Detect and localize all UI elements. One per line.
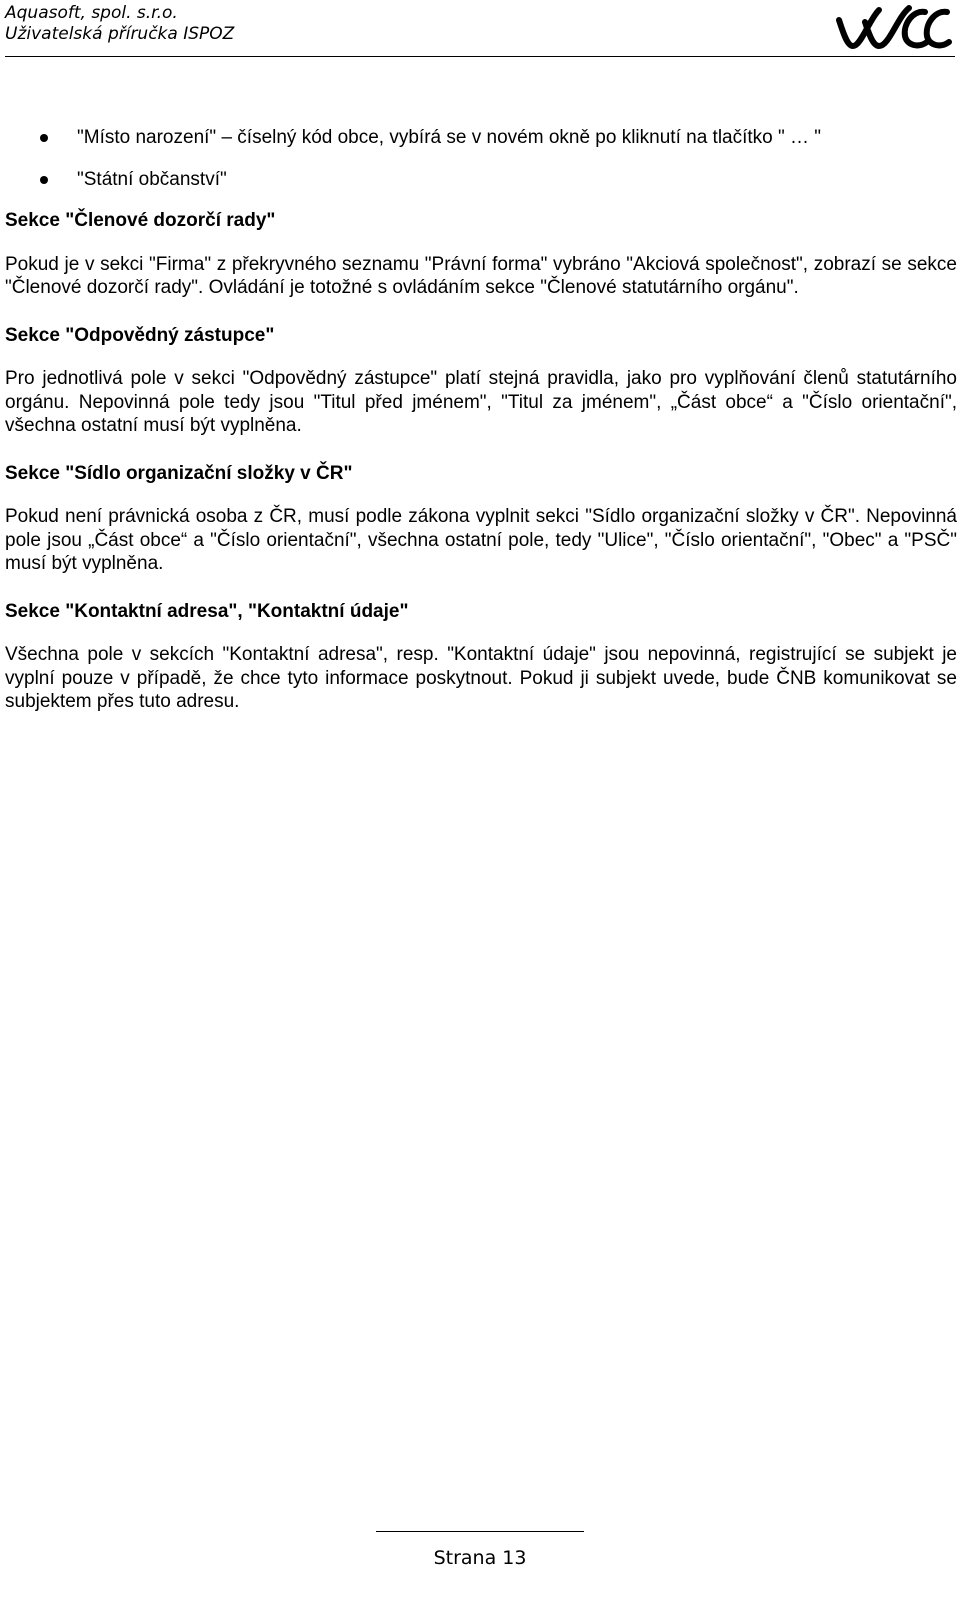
bullet-text: "Státní občanství" <box>77 168 227 190</box>
section-heading: Sekce "Členové dozorčí rady" <box>5 210 276 231</box>
bullet-item-statni-obcanstvi <box>5 168 957 192</box>
section-heading: Sekce "Kontaktní adresa", "Kontaktní údaje" <box>5 600 409 622</box>
bullet-icon <box>40 176 48 184</box>
header-text <box>5 3 234 45</box>
aquasoft-logo-icon <box>835 0 953 54</box>
section-paragraph: Pokud není právnická osoba z ČR, musí podle zákona vyplnit sekci "Sídlo organizační složky v ČR". Nepovinná pole jsou „Část obce“ a "Číslo orientační", všechna ostatní pole, tedy "Ulice", "Číslo orientační", "Obec" a "PSČ" musí být vyplněna. <box>5 506 957 574</box>
footer-divider <box>376 1531 584 1532</box>
section-paragraph: Pokud je v sekci "Firma" z překryvného seznamu "Právní forma" vybráno "Akciová společnost", zobrazí se sekce "Členové dozorčí rady". Ovládání je totožné s ovládáním sekce "Členové statutárního orgánu". <box>5 253 957 298</box>
section-kontaktni-adresa <box>5 600 957 714</box>
section-paragraph: Všechna pole v sekcích "Kontaktní adresa", resp. "Kontaktní údaje" jsou nepovinná, registrující se subjekt je vyplní pouze v případě, že chce tyto informace poskytnout. Pokud ji subjekt uvede, bude ČNB komunikovat se subjektem přes tuto adresu. <box>5 644 957 712</box>
section-heading: Sekce "Odpovědný zástupce" <box>5 324 275 346</box>
section-sidlo-organizacni-slozky <box>5 462 957 576</box>
section-clenove-dozorci-rady <box>5 209 957 300</box>
document-body <box>5 126 957 714</box>
bullet-list <box>5 126 957 191</box>
section-odpovedny-zastupce <box>5 324 957 438</box>
bullet-icon <box>40 134 48 142</box>
company-name: Aquasoft, spol. s.r.o. <box>5 3 178 23</box>
manual-title: Uživatelská příručka ISPOZ <box>5 24 235 44</box>
page-number: Strana 13 <box>433 1547 527 1569</box>
bullet-item-misto-narozeni <box>5 126 957 150</box>
section-paragraph: Pro jednotlivá pole v sekci "Odpovědný zástupce" platí stejná pravidla, jako pro vyplňování členů statutárního orgánu. Nepovinná pole tedy jsou "Titul před jménem", "Titul za jménem", „Část obce“ a "Číslo orientační", všechna ostatní musí být vyplněna. <box>5 368 957 436</box>
section-heading: Sekce "Sídlo organizační složky v ČR" <box>5 462 353 484</box>
page-header <box>5 0 955 57</box>
bullet-text: "Místo narození" – číselný kód obce, vybírá se v novém okně po kliknutí na tlačítko " … " <box>77 127 822 148</box>
